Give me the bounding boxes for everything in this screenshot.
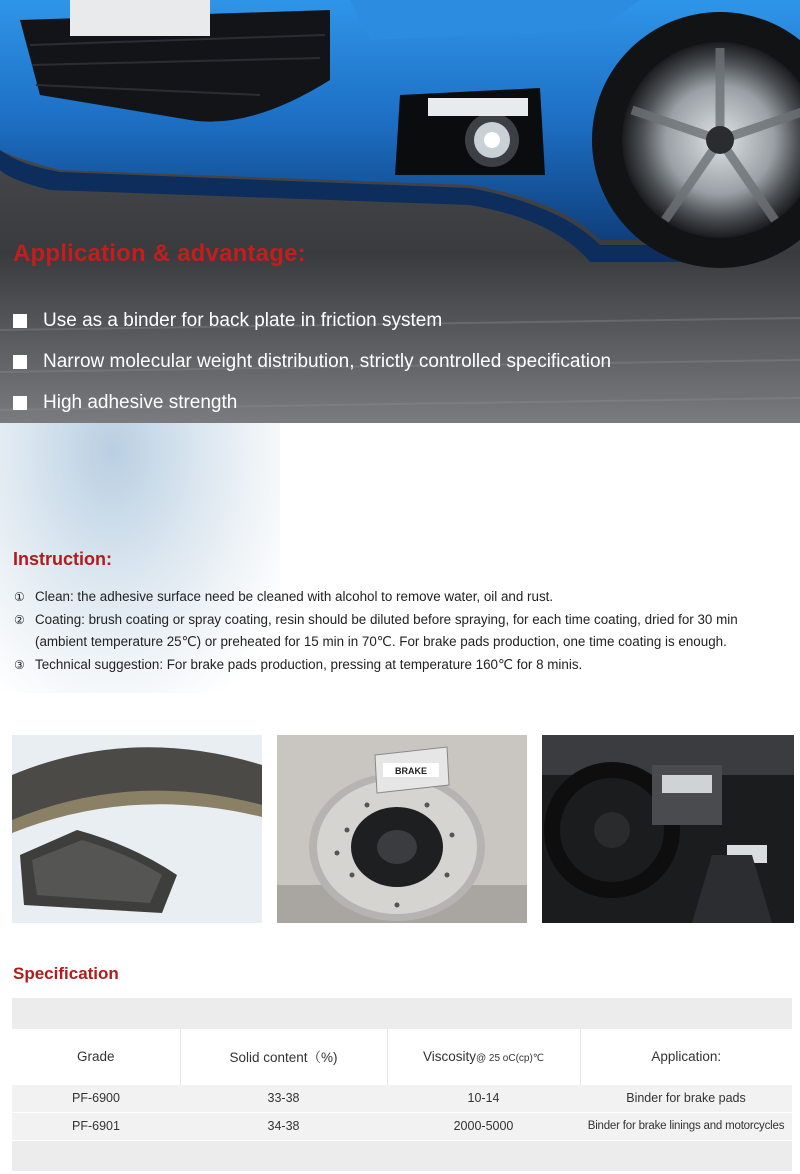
brake-pads-photo bbox=[12, 735, 262, 923]
cell-solid-content: 33-38 bbox=[180, 1084, 387, 1112]
step-number: ② bbox=[14, 612, 25, 627]
square-bullet-icon bbox=[13, 396, 27, 410]
column-header-solid-content: Solid content（%) bbox=[180, 1029, 387, 1084]
step-number: ① bbox=[14, 590, 25, 604]
table-bottom-band bbox=[12, 1140, 792, 1171]
step-text: Technical suggestion: For brake pads production, pressing at temperature 160℃ for 8 minis. bbox=[35, 656, 583, 672]
advantage-item bbox=[13, 382, 611, 423]
advantage-text: High adhesive strength bbox=[43, 391, 238, 413]
column-header-grade: Grade bbox=[12, 1029, 180, 1084]
advantage-item bbox=[13, 300, 611, 341]
specification-table bbox=[12, 998, 792, 1171]
hero-banner bbox=[0, 0, 800, 423]
column-header-application: Application: bbox=[580, 1029, 792, 1084]
step-number: ③ bbox=[14, 657, 25, 672]
cell-grade: PF-6900 bbox=[12, 1084, 180, 1112]
instruction-step bbox=[14, 609, 794, 632]
step-text: (ambient temperature 25℃) or preheated for 15 min in 70℃. For brake pads production, one time coating is enough. bbox=[35, 634, 727, 649]
column-header-viscosity: Viscosity@ 25 oC(cp)℃ bbox=[387, 1029, 580, 1084]
brake-disc-photo bbox=[277, 735, 527, 923]
viscosity-unit: @ 25 oC(cp)℃ bbox=[475, 1052, 545, 1064]
advantage-item bbox=[13, 341, 611, 382]
square-bullet-icon bbox=[13, 355, 27, 369]
advantages-list bbox=[13, 300, 611, 423]
table-row bbox=[12, 1112, 792, 1140]
car-interior-photo bbox=[542, 735, 794, 923]
instruction-steps bbox=[14, 586, 794, 676]
instruction-step bbox=[14, 586, 794, 609]
cell-application: Binder for brake linings and motorcycles bbox=[580, 1112, 792, 1140]
square-bullet-icon bbox=[13, 314, 27, 328]
table-top-band bbox=[12, 998, 792, 1029]
instruction-heading: Instruction: bbox=[13, 549, 112, 569]
advantage-text: Narrow molecular weight distribution, strictly controlled specification bbox=[43, 350, 612, 372]
step-text: Clean: the adhesive surface need be cleaned with alcohol to remove water, oil and rust. bbox=[35, 589, 554, 604]
table-row bbox=[12, 1084, 792, 1112]
brake-logo-text: BRAKE bbox=[394, 766, 428, 776]
table-header-row bbox=[12, 1029, 792, 1084]
instruction-step-continuation bbox=[14, 631, 794, 654]
cell-viscosity: 10-14 bbox=[387, 1084, 580, 1112]
specification-heading: Specification bbox=[13, 964, 119, 983]
cell-solid-content: 34-38 bbox=[180, 1112, 387, 1140]
cell-grade: PF-6901 bbox=[12, 1112, 180, 1140]
advantage-text: Use as a binder for back plate in friction system bbox=[43, 309, 443, 331]
cell-application: Binder for brake pads bbox=[580, 1084, 792, 1112]
step-text: Coating: brush coating or spray coating, resin should be diluted before spraying, for each time coating, dried for 30 min bbox=[35, 611, 738, 627]
application-heading: Application & advantage: bbox=[13, 240, 306, 267]
cell-viscosity: 2000-5000 bbox=[387, 1112, 580, 1140]
instruction-step bbox=[14, 654, 794, 677]
